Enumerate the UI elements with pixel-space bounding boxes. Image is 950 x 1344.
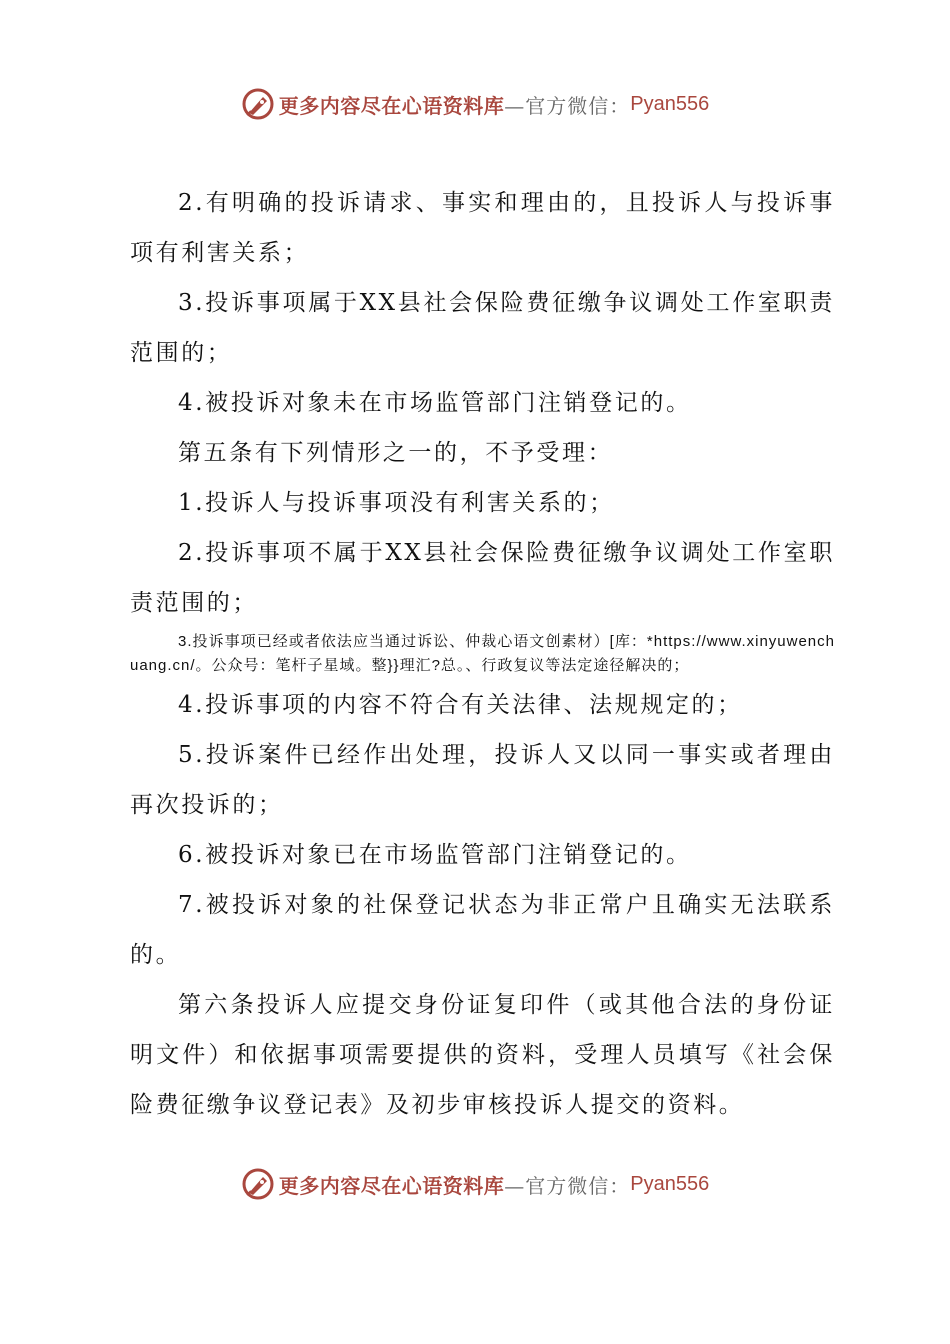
paragraph-7-watermarked: 3.投诉事项已经或者依法应当通过诉讼、仲裁心语文创素材）[库：*https://www.xinyuwenchuang.cn/。公众号：笔杆子星域。整}}理汇?总。、行政复议等法定途径解决的； xyxy=(130,633,835,674)
paragraph-3: 4.被投诉对象未在市场监管部门注销登记的。 xyxy=(178,390,692,416)
banner-brand: 更多内容尽在心语资料库 xyxy=(278,93,505,118)
banner-wechat-id: Pyan556 xyxy=(630,92,710,115)
footer-banner-dash-label: —官方微信： xyxy=(504,1173,631,1198)
pen-nib-logo-icon xyxy=(241,1167,275,1201)
paragraph-4: 第五条有下列情形之一的，不予受理： xyxy=(178,440,614,466)
header-banner xyxy=(0,84,950,124)
paragraph-8: 4.投诉事项的内容不符合有关法律、法规规定的； xyxy=(178,692,743,718)
pen-nib-logo-icon xyxy=(241,87,275,121)
paragraph-6: 2.投诉事项不属于XX县社会保险费征缴争议调处工作室职责范围的； xyxy=(130,540,835,616)
footer-banner xyxy=(0,1164,950,1204)
paragraph-11: 7.被投诉对象的社保登记状态为非正常户且确实无法联系的。 xyxy=(130,892,835,968)
document-body xyxy=(130,178,835,1130)
paragraph-5: 1.投诉人与投诉事项没有利害关系的； xyxy=(178,490,615,516)
paragraph-9: 5.投诉案件已经作出处理，投诉人又以同一事实或者理由再次投诉的； xyxy=(130,742,835,818)
banner-dash-label: —官方微信： xyxy=(504,93,631,118)
footer-banner-wechat-id: Pyan556 xyxy=(630,1172,710,1195)
paragraph-12: 第六条投诉人应提交身份证复印件（或其他合法的身份证明文件）和依据事项需要提供的资料，受理人员填写《社会保险费征缴争议登记表》及初步审核投诉人提交的资料。 xyxy=(130,992,835,1118)
paragraph-1: 2.有明确的投诉请求、事实和理由的，且投诉人与投诉事项有利害关系； xyxy=(130,190,835,266)
paragraph-10: 6.被投诉对象已在市场监管部门注销登记的。 xyxy=(178,842,692,868)
paragraph-2: 3.投诉事项属于XX县社会保险费征缴争议调处工作室职责范围的； xyxy=(130,290,835,366)
footer-banner-brand: 更多内容尽在心语资料库 xyxy=(278,1173,505,1198)
